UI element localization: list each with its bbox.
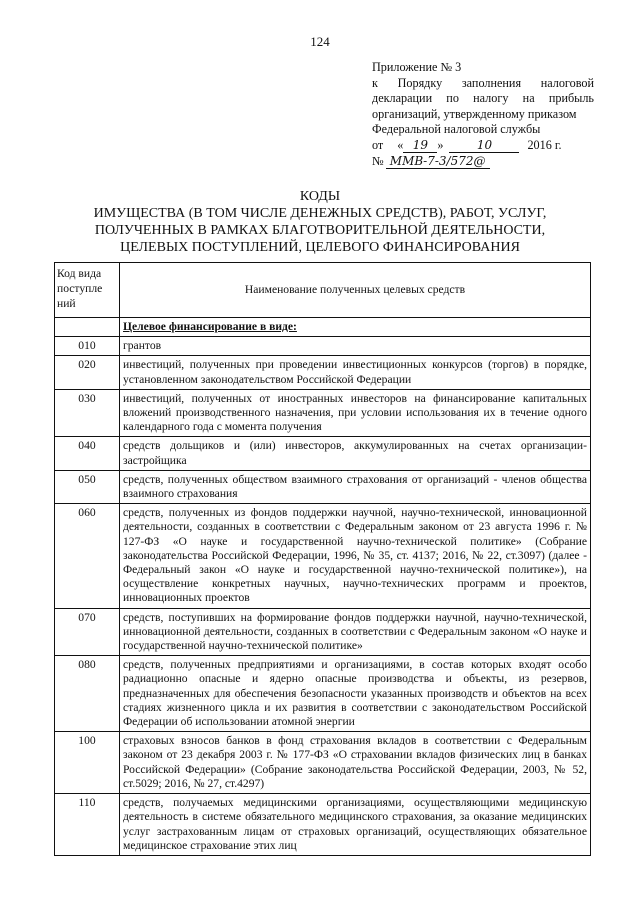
table-row	[55, 608, 591, 656]
row-code: 050	[55, 470, 120, 503]
row-code: 040	[55, 437, 120, 470]
row-code: 070	[55, 608, 120, 656]
section-code-cell	[55, 318, 120, 337]
order-number	[372, 154, 594, 170]
row-code: 010	[55, 337, 120, 356]
date-open-quote: «	[397, 137, 404, 152]
appendix-line: декларации по налогу на прибыль	[372, 91, 594, 106]
table-row	[55, 470, 591, 503]
row-text: грантов	[120, 337, 591, 356]
section-row	[55, 318, 591, 337]
section-label: Целевое финансирование в виде:	[120, 318, 591, 337]
header-code-line: поступле	[57, 282, 103, 295]
appendix-line: Федеральной налоговой службы	[372, 122, 541, 137]
table-row	[55, 389, 591, 437]
table-row	[55, 437, 591, 470]
table-row	[55, 732, 591, 794]
row-text: средств, получаемых медицинскими организациями, осуществляющими медицинскую деятельность в системе обязательного медицинского страхования, за оказание медицинских услуг застрахованным лицам от страховых организаций, осуществляющих обязательное медицинское страхование этих лиц	[120, 794, 591, 856]
table-row	[55, 356, 591, 389]
row-text: инвестиций, полученных от иностранных инвесторов на финансирование капитальных вложений производственного назначения, при условии использования их в течение одного календарного года с момента получения	[120, 389, 591, 437]
title-line: ПОЛУЧЕННЫХ В РАМКАХ БЛАГОТВОРИТЕЛЬНОЙ ДЕЯТЕЛЬНОСТИ,	[94, 223, 546, 238]
title-line: ИМУЩЕСТВА (В ТОМ ЧИСЛЕ ДЕНЕЖНЫХ СРЕДСТВ), РАБОТ, УСЛУГ,	[93, 206, 547, 221]
header-code-line: Код вида	[57, 267, 102, 280]
appendix-title: Приложение № 3	[372, 60, 462, 74]
row-code: 030	[55, 389, 120, 437]
appendix-line: к Порядку заполнения налоговой	[372, 75, 594, 90]
row-code: 080	[55, 656, 120, 732]
date-year: 2016 г.	[527, 137, 562, 152]
table-row	[55, 794, 591, 856]
number-prefix: №	[372, 153, 384, 168]
row-code: 020	[55, 356, 120, 389]
row-text: инвестиций, полученных при проведении инвестиционных конкурсов (торгов) в порядке, установленном законодательством Российской Федерации	[120, 356, 591, 389]
row-text: средств, полученных предприятиями и организациями, в состав которых входят особо радиационно опасные и ядерно опасные производства и объекты, из резервов, предназначенных для обеспечения безопасности указанных производств и объектов на всех стадиях жизненного цикла и их развития в соответствии с законодательством Российской Федерации об использовании атомной энергии	[120, 656, 591, 732]
order-date	[372, 138, 594, 154]
row-code: 110	[55, 794, 120, 856]
date-close-quote: »	[437, 137, 444, 152]
date-prefix: от	[372, 137, 384, 152]
header-name: Наименование полученных целевых средств	[120, 263, 591, 318]
header-code-line: ний	[57, 297, 76, 310]
row-text: средств, поступивших на формирование фондов поддержки научной, научно-технической, инновационной деятельности, созданных в соответствии с Федеральным законом «О науке и государственной научно-технической политике»	[120, 608, 591, 656]
number-value: ММВ-7-3/572@	[386, 155, 490, 169]
codes-table	[54, 262, 591, 856]
date-day: 19	[403, 139, 437, 153]
row-code: 100	[55, 732, 120, 794]
row-text: страховых взносов банков в фонд страхования вкладов в соответствии с Федеральным законом от 23 декабря 2003 г. № 177-ФЗ «О страховании вкладов физических лиц в банках Российской Федерации» (Собрание законодательства Российской Федерации, 2003, № 52, ст.5029; 2016, № 27, ст.4297)	[120, 732, 591, 794]
row-text: средств, полученных обществом взаимного страхования от организаций - членов общества взаимного страхования	[120, 470, 591, 503]
table-row	[55, 656, 591, 732]
title-line: КОДЫ	[299, 189, 341, 204]
header-code	[55, 263, 120, 318]
row-code: 060	[55, 504, 120, 608]
row-text: средств, полученных из фондов поддержки научной, научно-технической, инновационной деятельности, созданных в соответствии с Федеральным законом от 23 августа 1996 г. № 127-ФЗ «О науке и государственной научно-технической политике» (Собрание законодательства Российской Федерации, 1996, № 35, ст. 4137; 2016, № 22, ст.3097) (далее - Федеральный закон «О науке и государственной научно-технической политике»), на осуществление конкретных научных, научно-технических программ и проектов, инновационных проектов	[120, 504, 591, 608]
title-line: ЦЕЛЕВЫХ ПОСТУПЛЕНИЙ, ЦЕЛЕВОГО ФИНАНСИРОВАНИЯ	[120, 240, 520, 255]
table-row	[55, 337, 591, 356]
page-number: 124	[310, 34, 330, 49]
appendix-line: организаций, утвержденному приказом	[372, 106, 577, 121]
table-row	[55, 504, 591, 608]
document-title	[90, 188, 550, 256]
appendix-block	[372, 60, 594, 169]
date-month: 10	[449, 139, 519, 153]
table-header-row	[55, 263, 591, 318]
row-text: средств дольщиков и (или) инвесторов, аккумулированных на счетах организации-застройщика	[120, 437, 591, 470]
